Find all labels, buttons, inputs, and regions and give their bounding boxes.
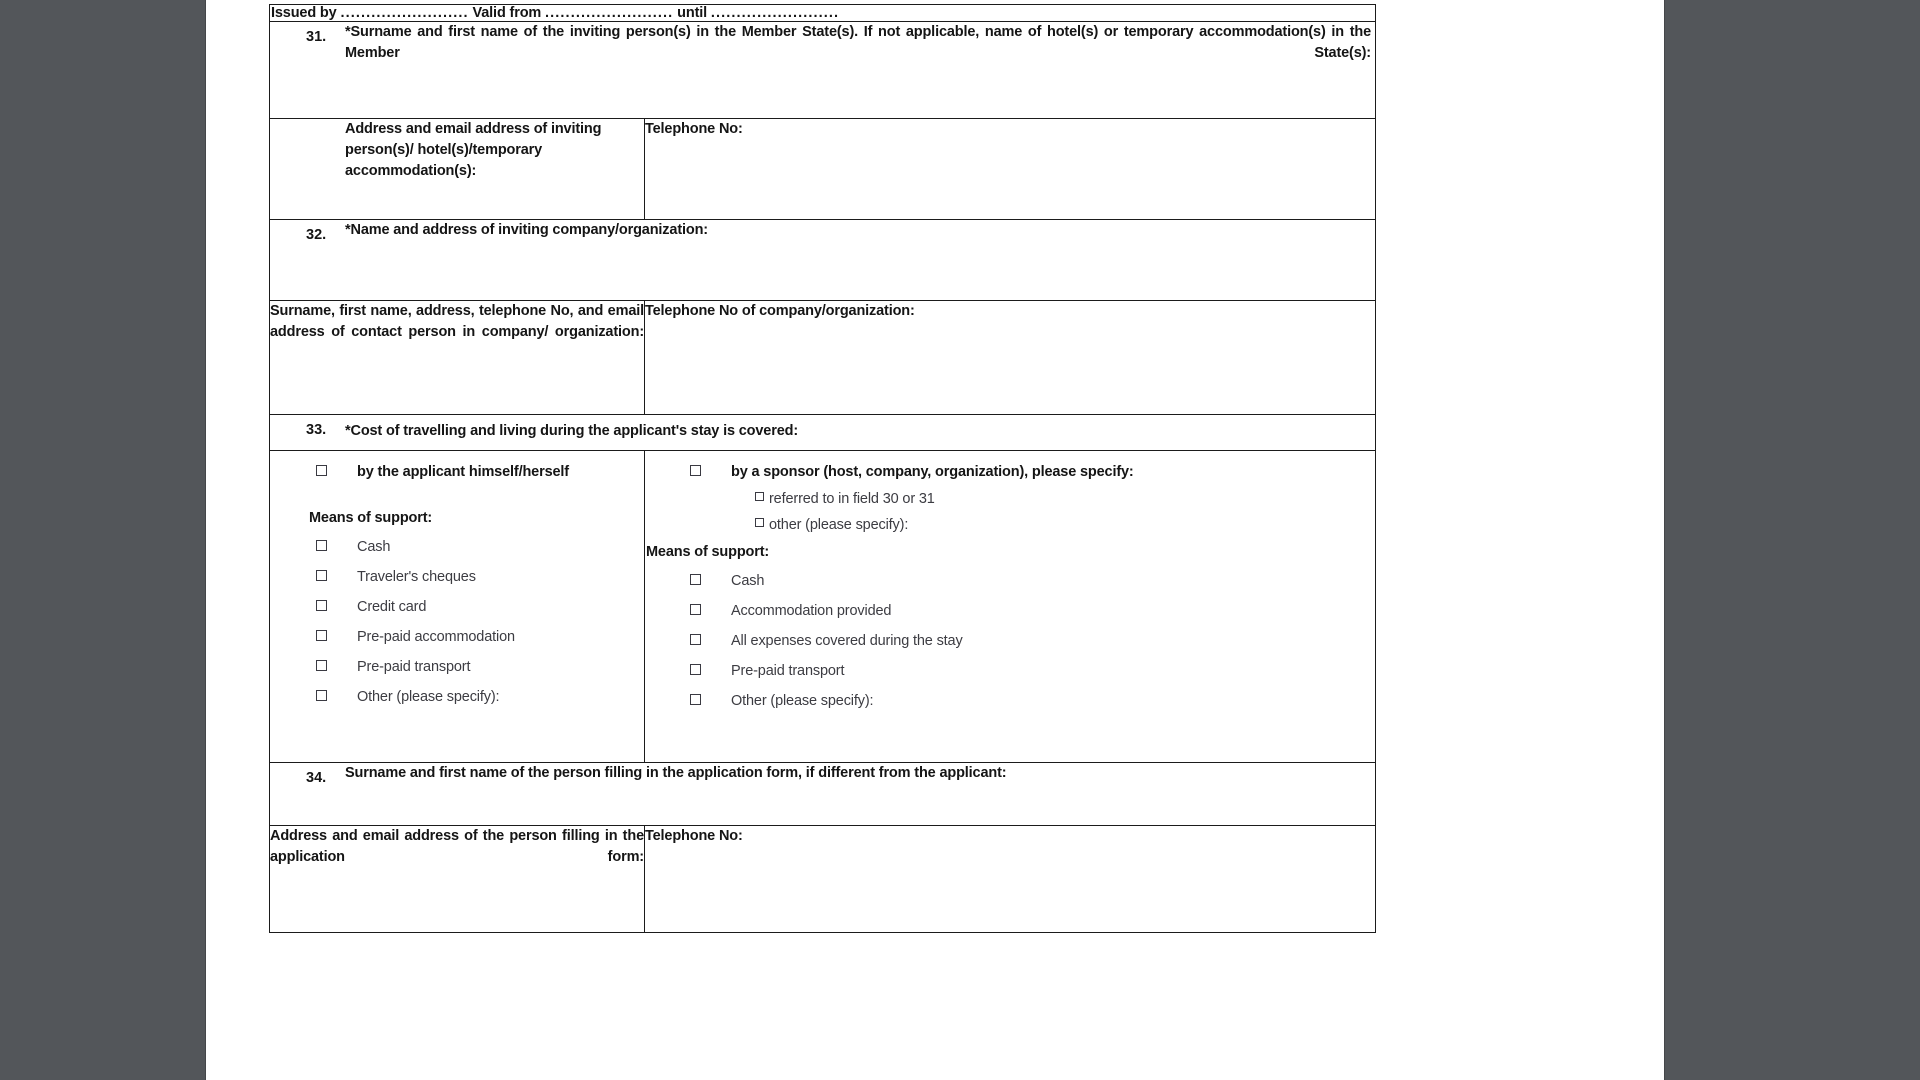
field-34-number: 34. [306, 770, 327, 786]
until-label: until [677, 5, 708, 21]
checkbox-icon[interactable] [316, 465, 327, 476]
field-31-address-label: Address and email address of inviting person(s)/ hotel(s)/temporary accommodation(s): [345, 121, 602, 180]
option-label: Cash [731, 573, 765, 590]
checkbox-icon[interactable] [690, 574, 701, 585]
list-item[interactable] [316, 687, 636, 708]
field-34-telephone-cell[interactable] [645, 826, 1376, 933]
field-31-address-cell[interactable] [270, 119, 645, 220]
field-31-cell[interactable] [270, 22, 1376, 119]
field-33-cell [270, 415, 1376, 451]
field-32-row [270, 220, 1376, 301]
option-label: Pre-paid transport [731, 663, 845, 680]
field-34-address-cell[interactable] [270, 826, 645, 933]
checkbox-icon[interactable] [690, 604, 701, 615]
option-label: Pre-paid transport [357, 659, 471, 676]
sponsor-means-of-support-label: Means of support: [646, 544, 770, 561]
viewer-left-gutter [0, 0, 206, 1080]
issued-by-label: Issued by [271, 5, 337, 21]
field-32-sub-row [270, 301, 1376, 415]
field-31-sub-row [270, 119, 1376, 220]
checkbox-icon[interactable] [755, 492, 764, 501]
viewer-right-gutter [1664, 0, 1920, 1080]
option-label: Credit card [357, 599, 427, 616]
sponsor-means-list [690, 571, 1367, 712]
sponsor-sub-option[interactable] [755, 489, 1367, 510]
list-item[interactable] [690, 571, 1367, 592]
field-32-telephone-cell[interactable] [645, 301, 1376, 415]
sponsor-sub-option-label: other (please specify): [769, 517, 909, 534]
list-item[interactable] [690, 631, 1367, 652]
checkbox-icon[interactable] [690, 634, 701, 645]
field-32-telephone-label: Telephone No of company/organization: [645, 303, 915, 319]
field-31-row [270, 22, 1376, 119]
list-item[interactable] [316, 567, 636, 588]
checkbox-icon[interactable] [316, 540, 327, 551]
option-label: Traveler's cheques [357, 569, 476, 586]
list-item[interactable] [316, 657, 636, 678]
list-item[interactable] [316, 537, 636, 558]
list-item[interactable] [690, 691, 1367, 712]
applicant-option-label: by the applicant himself/herself [357, 464, 569, 480]
field-31-number: 31. [306, 29, 327, 45]
checkbox-icon[interactable] [316, 570, 327, 581]
checkbox-icon[interactable] [690, 465, 701, 476]
valid-from-label: Valid from [472, 5, 542, 21]
field-32-contact-label: Surname, first name, address, telephone No, and email address of contact person in company/ organization: [270, 303, 644, 341]
sponsor-option-label: by a sponsor (host, company, organization), please specify: [731, 464, 1134, 480]
checkbox-icon[interactable] [755, 518, 764, 527]
until-dots: ......................... [710, 5, 840, 21]
cost-coverage-sponsor-column [645, 451, 1376, 763]
cost-coverage-applicant-column [270, 451, 645, 763]
option-label: Other (please specify): [357, 689, 500, 706]
checkbox-icon[interactable] [690, 664, 701, 675]
checkbox-icon[interactable] [316, 690, 327, 701]
applicant-option[interactable] [316, 462, 636, 483]
list-item[interactable] [690, 601, 1367, 622]
field-33-options-row [270, 451, 1376, 763]
checkbox-icon[interactable] [316, 630, 327, 641]
issued-by-row [270, 5, 1376, 22]
field-31-telephone-cell[interactable] [645, 119, 1376, 220]
issued-by-cell [270, 5, 1376, 22]
visa-form-table [269, 4, 1376, 933]
field-31-telephone-label: Telephone No: [645, 121, 743, 137]
field-32-cell[interactable] [270, 220, 1376, 301]
field-31-title: *Surname and first name of the inviting person(s) in the Member State(s). If not applicable, name of hotel(s) or temporary accommodation(s) in the Member State(s): [345, 24, 1371, 62]
option-label: All expenses covered during the stay [731, 633, 963, 650]
checkbox-icon[interactable] [690, 694, 701, 705]
checkbox-icon[interactable] [316, 660, 327, 671]
valid-from-dots: ......................... [545, 5, 674, 21]
sponsor-sub-option[interactable] [755, 515, 1367, 536]
issued-by-dots: ......................... [340, 5, 469, 21]
issued-by-line [270, 5, 1375, 21]
field-34-cell[interactable] [270, 763, 1376, 826]
applicant-means-of-support-label: Means of support: [309, 510, 433, 527]
field-32-number: 32. [306, 227, 327, 243]
field-34-address-label: Address and email address of the person filling in the application form: [270, 828, 644, 866]
field-33-title: *Cost of travelling and living during the applicant's stay is covered: [345, 423, 799, 439]
applicant-means-list [316, 537, 636, 708]
field-34-telephone-label: Telephone No: [645, 828, 743, 844]
field-34-title: Surname and first name of the person filling in the application form, if different from the applicant: [345, 765, 1007, 781]
field-33-row [270, 415, 1376, 451]
field-32-title: *Name and address of inviting company/organization: [345, 222, 708, 238]
checkbox-icon[interactable] [316, 600, 327, 611]
sponsor-sub-options [755, 489, 1367, 536]
option-label: Cash [357, 539, 391, 556]
field-34-sub-row [270, 826, 1376, 933]
list-item[interactable] [316, 627, 636, 648]
field-32-contact-cell[interactable] [270, 301, 645, 415]
option-label: Other (please specify): [731, 693, 874, 710]
list-item[interactable] [316, 597, 636, 618]
document-page [206, 0, 1664, 1080]
field-33-number: 33. [306, 422, 327, 438]
field-34-row [270, 763, 1376, 826]
option-label: Pre-paid accommodation [357, 629, 515, 646]
sponsor-option[interactable] [690, 462, 1367, 483]
option-label: Accommodation provided [731, 603, 892, 620]
list-item[interactable] [690, 661, 1367, 682]
sponsor-sub-option-label: referred to in field 30 or 31 [769, 491, 935, 508]
